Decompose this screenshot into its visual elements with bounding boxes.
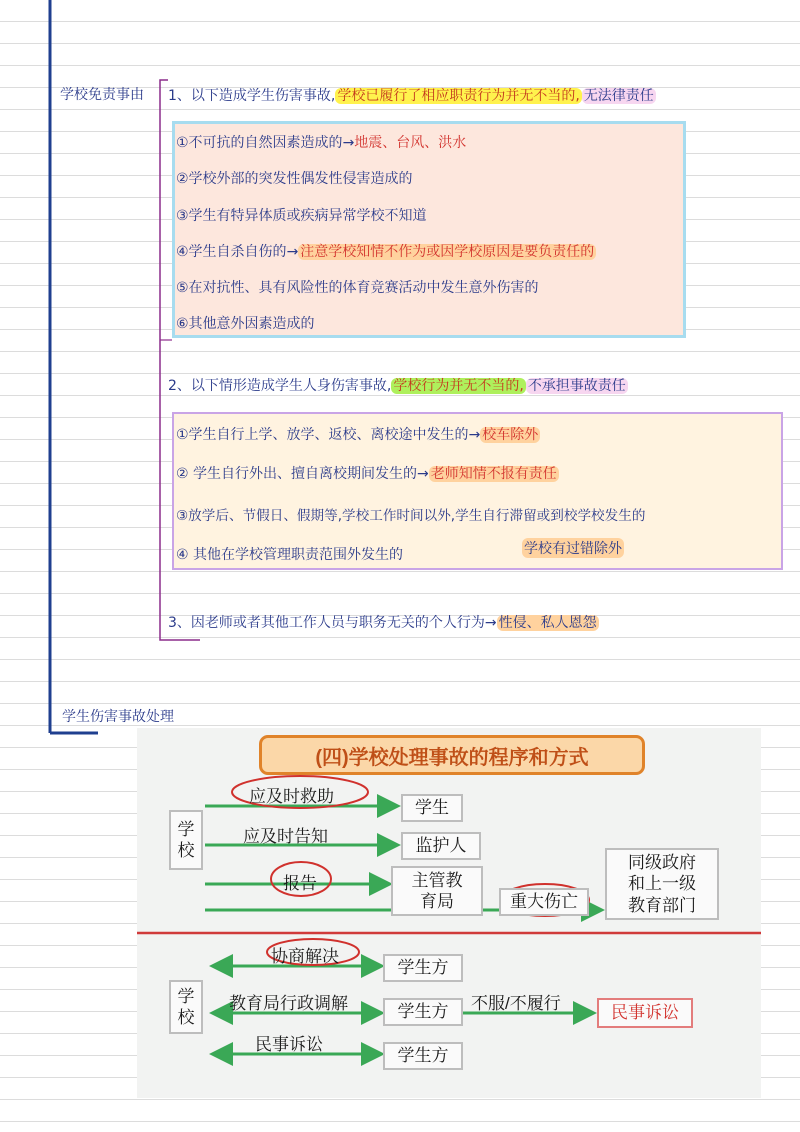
section1-item: ①不可抗的自然因素造成的→地震、台风、洪水 [176,135,467,151]
section1-suffix: 无法律责任 [583,88,654,104]
procedure-diagram [137,728,761,1098]
section1-item: ④学生自杀自伤的→ 注意学校知情不作为或因学校原因是要负责任的 [176,244,595,260]
action-report: 报告 [283,874,317,893]
section3-line: 3、因老师或者其他工作人员与职务无关的个人行为→ 性侵、私人恩怨 [168,615,597,631]
section2-heading [168,375,628,395]
section2-item: ② 学生自行外出、擅自离校期间发生的→ 老师知情不报有责任 [176,466,557,482]
section2-highlight: 学校行为并无不当的, [393,378,524,394]
section2-item: ①学生自行上学、放学、返校、离校途中发生的→ 校车除外 [176,427,539,443]
civil-lawsuit-box: 民事诉讼 [597,998,693,1028]
section2-item: ④ 其他在学校管理职责范围外发生的 [176,547,404,563]
action-rescue: 应及时救助 [249,787,334,806]
target-student-party: 学生方 [383,954,463,982]
target-government: 同级政府 和上一级 教育部门 [605,848,719,920]
diagram-title: (四)学校处理事故的程序和方式 [259,735,645,775]
handling-label: 学生伤害事故处理 [62,709,174,725]
section1-prefix: 1、以下造成学生伤害事故, [168,88,336,104]
section2-item: ③放学后、节假日、假期等,学校工作时间以外,学生自行滞留或到校学校发生的 [176,508,646,524]
section2-prefix: 2、以下情形造成学生人身伤害事故, [168,378,392,394]
section1-heading [168,85,656,105]
school-box-bottom: 学 校 [169,980,203,1034]
action-major-casualty: 重大伤亡 [499,888,589,916]
section1-item: ⑥其他意外因素造成的 [176,316,315,332]
section2-suffix: 不承担事故责任 [527,378,626,394]
refuse-label: 不服/不履行 [471,994,561,1013]
target-student: 学生 [401,794,463,822]
section1-item: ⑤在对抗性、具有风险性的体育竞赛活动中发生意外伤害的 [176,280,539,296]
school-fault-note: 学校有过错除外 [522,538,624,558]
section1-highlight: 学校已履行了相应职责行为并无不当的, [337,88,580,104]
action-mediation: 教育局行政调解 [229,994,348,1013]
school-box-top: 学 校 [169,810,203,870]
target-guardian: 监护人 [401,832,481,860]
exemption-label: 学校免责事由 [60,87,144,103]
section1-item: ③学生有特异体质或疾病异常学校不知道 [176,208,427,224]
section1-box [172,121,686,338]
action-notify: 应及时告知 [243,827,328,846]
action-civil-suit: 民事诉讼 [255,1035,323,1054]
section1-item: ②学校外部的突发性偶发性侵害造成的 [176,171,413,187]
target-student-party: 学生方 [383,998,463,1026]
target-student-party: 学生方 [383,1042,463,1070]
target-education-bureau: 主管教 育局 [391,866,483,916]
action-negotiate: 协商解决 [271,947,339,966]
